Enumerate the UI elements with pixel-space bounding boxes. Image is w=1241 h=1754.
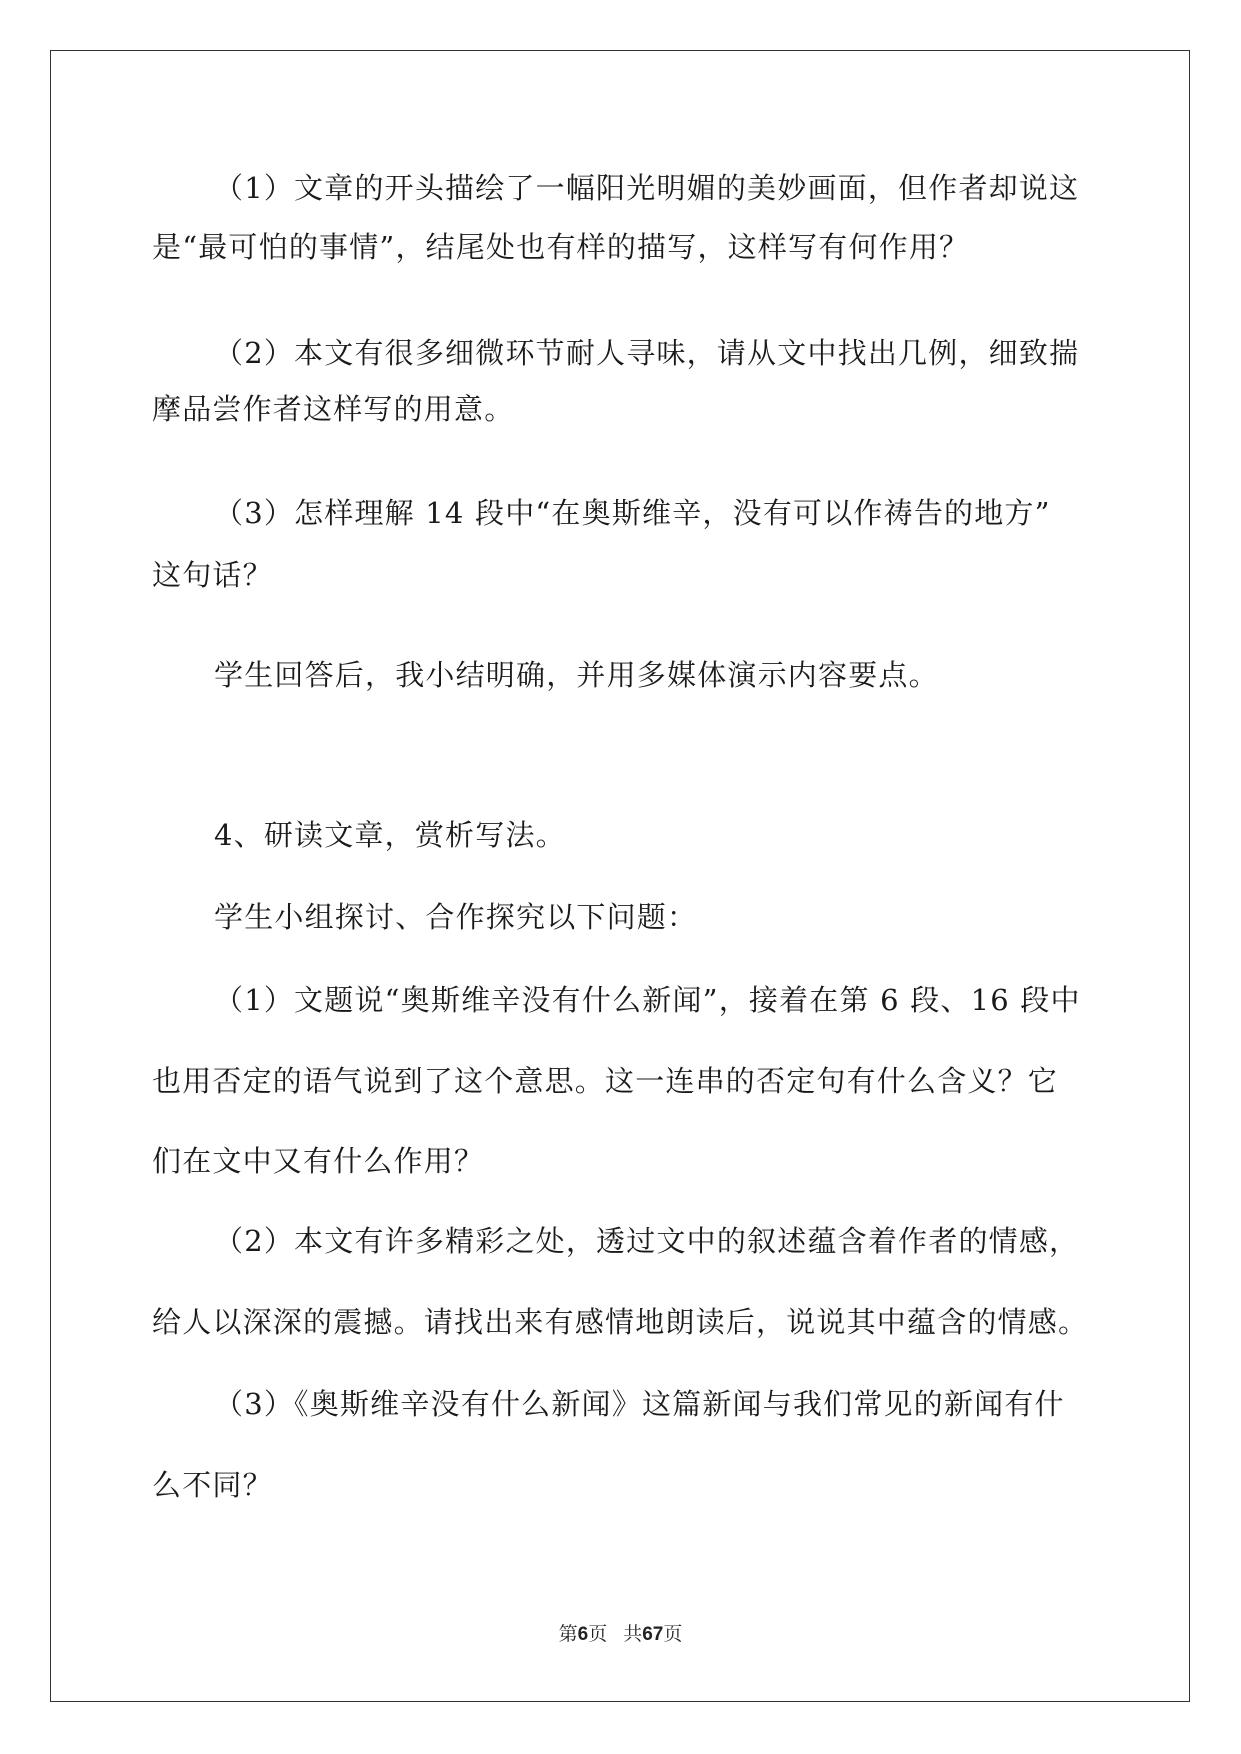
paragraph-line: 们在文中又有什么作用？ — [152, 1144, 485, 1178]
total-prefix: 共 — [623, 1623, 643, 1645]
paragraph-line: （1）文题说“奥斯维辛没有什么新闻”，接着在第 6 段、16 段中 — [214, 983, 1081, 1017]
paragraph-line: 这句话？ — [152, 558, 273, 592]
paragraph-line: （3）怎样理解 14 段中“在奥斯维辛，没有可以作祷告的地方” — [214, 496, 1051, 530]
page-border — [50, 50, 1190, 1702]
paragraph-line: 摩品尝作者这样写的用意。 — [152, 392, 515, 426]
page-number: 6 — [577, 1624, 589, 1645]
paragraph-line: （1）文章的开头描绘了一幅阳光明媚的美妙画面，但作者却说这 — [214, 171, 1080, 205]
paragraph-line: 4、研读文章，赏析写法。 — [214, 818, 566, 852]
paragraph-line: 么不同？ — [152, 1468, 273, 1502]
total-suffix: 页 — [663, 1623, 683, 1645]
paragraph-line: 学生回答后，我小结明确，并用多媒体演示内容要点。 — [214, 658, 939, 692]
page-suffix: 页 — [588, 1623, 608, 1645]
page-footer — [0, 1622, 1241, 1647]
paragraph-line: （2）本文有许多精彩之处，透过文中的叙述蕴含着作者的情感， — [214, 1224, 1080, 1258]
paragraph-line: 是“最可怕的事情”，结尾处也有样的描写，这样写有何作用？ — [152, 230, 970, 264]
paragraph-line: 学生小组探讨、合作探究以下问题： — [214, 900, 698, 934]
paragraph-line: （2）本文有很多细微环节耐人寻味，请从文中找出几例，细致揣 — [214, 336, 1080, 370]
paragraph-line: 给人以深深的震撼。请找出来有感情地朗读后，说说其中蕴含的情感。 — [152, 1305, 1089, 1339]
page-prefix: 第 — [558, 1623, 578, 1645]
total-pages: 67 — [642, 1624, 664, 1645]
paragraph-line: 也用否定的语气说到了这个意思。这一连串的否定句有什么含义？它 — [152, 1064, 1059, 1098]
paragraph-line: （3）《奥斯维辛没有什么新闻》这篇新闻与我们常见的新闻有什 — [214, 1387, 1065, 1421]
